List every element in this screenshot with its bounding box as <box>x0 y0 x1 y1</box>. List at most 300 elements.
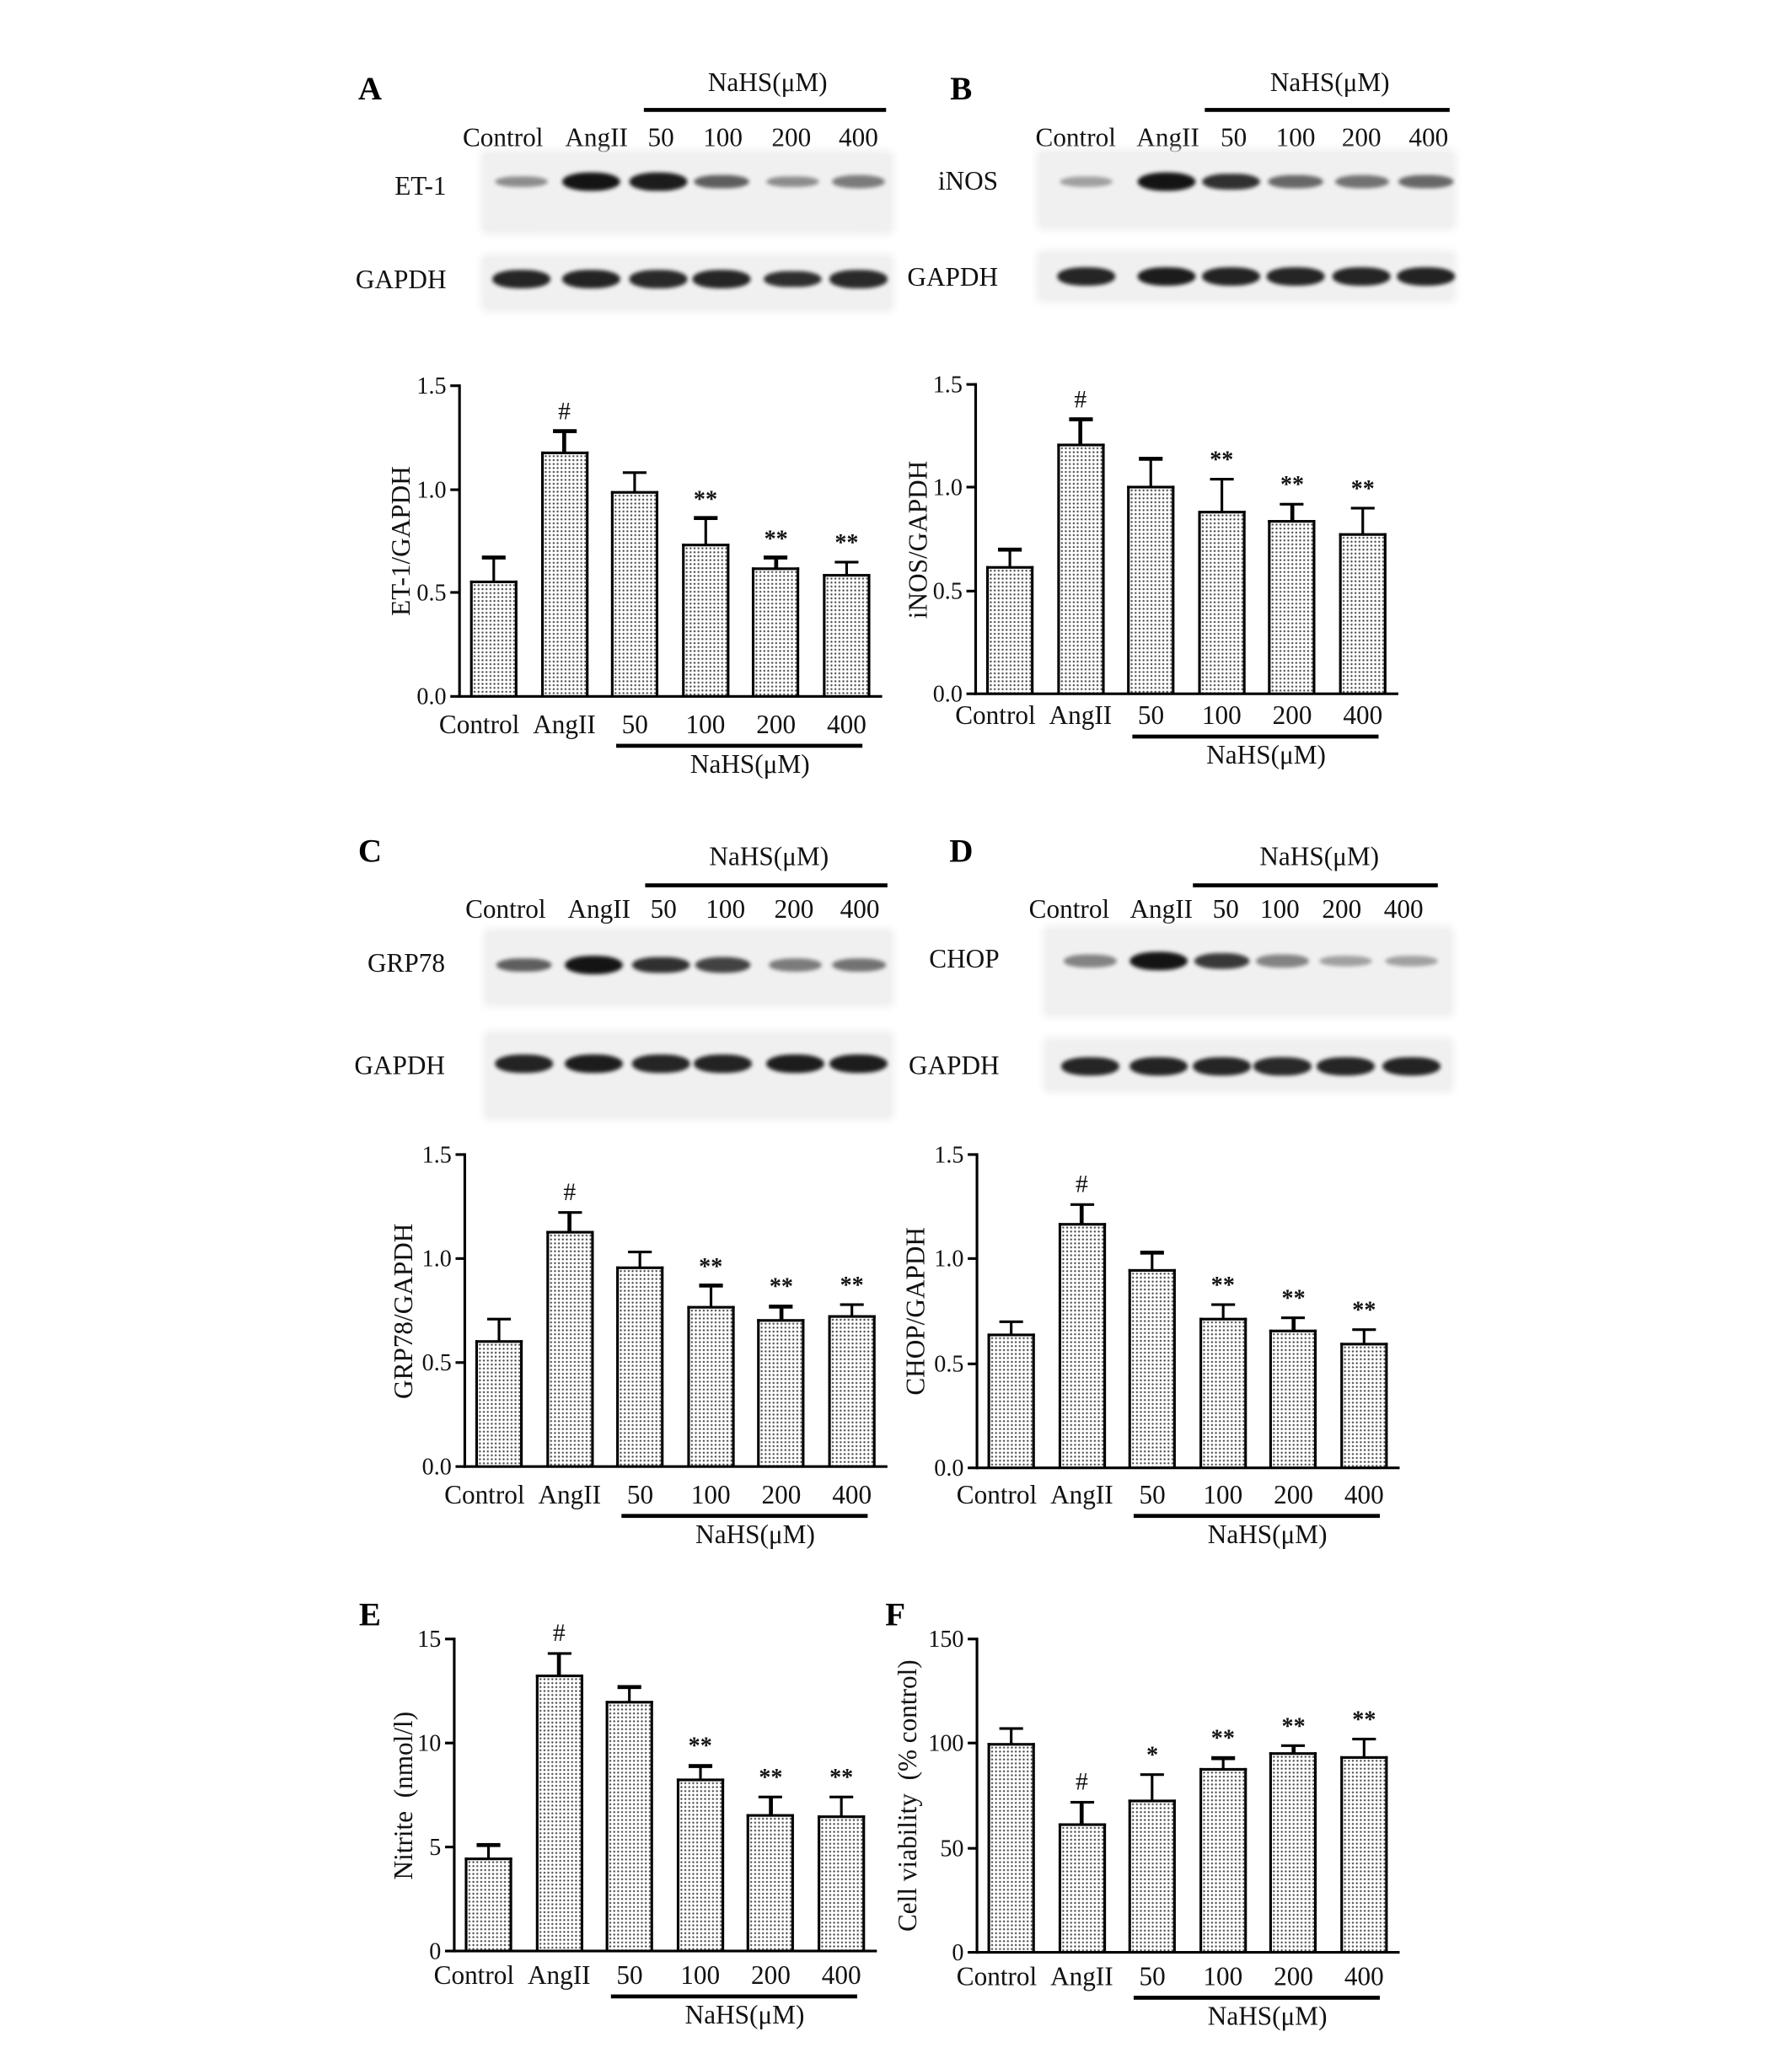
error-bar <box>1290 504 1294 522</box>
blot-band <box>565 956 623 974</box>
x-tick-label: 400 <box>826 710 866 740</box>
error-bar-cap <box>1140 1252 1164 1255</box>
y-tick-label: 50 <box>940 1835 964 1862</box>
blot-band <box>830 271 888 287</box>
x-tick-label: Control <box>438 710 520 740</box>
error-bar-cap <box>765 556 788 560</box>
blot-band <box>1064 955 1117 967</box>
y-tick-label: 0.0 <box>932 680 963 707</box>
blot-band <box>831 958 885 972</box>
bar <box>616 1267 663 1466</box>
panel-label: A <box>357 72 383 108</box>
error-bar-cap <box>1211 1304 1235 1307</box>
y-tick-label: 1.5 <box>932 371 963 398</box>
x-tick-label: Control <box>956 1963 1038 1992</box>
error-bar-cap <box>834 560 858 564</box>
panel-label: F <box>885 1597 906 1633</box>
y-tick-label: 150 <box>928 1626 964 1653</box>
error-bar <box>487 1845 491 1858</box>
error-bar <box>1010 1321 1013 1335</box>
error-bar-cap <box>618 1686 641 1689</box>
error-bar <box>497 1319 501 1341</box>
y-tick <box>968 1153 977 1155</box>
significance-mark: ** <box>829 1764 854 1791</box>
bar <box>535 1675 582 1951</box>
y-tick <box>968 1466 977 1469</box>
blot-group-bracket <box>1193 882 1438 887</box>
x-group-bracket <box>616 744 862 748</box>
error-bar-cap <box>840 1303 864 1306</box>
significance-mark: # <box>1075 1171 1088 1199</box>
blot-group-label: NaHS(μM) <box>707 68 828 98</box>
x-group-bracket <box>1133 735 1379 738</box>
x-tick-label: 100 <box>1203 1481 1243 1510</box>
blot-band <box>1334 175 1388 189</box>
blot-row-label: ET-1 <box>394 172 447 201</box>
y-tick <box>455 1257 464 1260</box>
blot-lane-label: 50 <box>650 895 677 925</box>
error-bar-cap <box>1282 1744 1306 1747</box>
error-bar <box>1292 1317 1296 1331</box>
y-tick-label: 0.0 <box>416 683 447 710</box>
blot-lane-label: AngII <box>567 895 631 925</box>
blot-band <box>1386 956 1438 966</box>
significance-mark: ** <box>693 485 718 512</box>
bar <box>1340 1756 1387 1953</box>
x-axis <box>975 1951 1399 1954</box>
y-tick-label: 0.0 <box>421 1453 452 1480</box>
y-tick <box>968 1638 977 1640</box>
blot-band <box>695 174 749 189</box>
significance-mark: ** <box>769 1273 793 1300</box>
error-bar-cap <box>558 1211 582 1214</box>
y-tick <box>968 1742 977 1745</box>
blot-row-label: GAPDH <box>355 265 447 295</box>
y-axis <box>974 383 978 696</box>
error-bar-cap <box>1210 478 1233 481</box>
bar <box>606 1702 653 1951</box>
error-bar <box>492 558 496 582</box>
bar <box>823 574 870 696</box>
bar <box>1199 1317 1247 1467</box>
blot-band <box>565 1055 622 1073</box>
error-bar <box>780 1306 783 1320</box>
blot-group-bracket <box>645 882 887 887</box>
blot-lane-label: 200 <box>771 123 812 153</box>
error-bar-cap <box>1069 418 1092 421</box>
significance-mark: ** <box>834 528 859 555</box>
error-bar <box>1362 1739 1365 1757</box>
blot-band <box>1320 956 1372 966</box>
error-bar-cap <box>699 1284 722 1288</box>
y-tick <box>445 1846 454 1848</box>
blot-lane-label: Control <box>1028 895 1110 925</box>
blot-group-bracket <box>1205 107 1450 111</box>
y-axis-label: ET-1/GAPDH <box>387 466 416 616</box>
y-tick-label: 0.5 <box>932 577 963 604</box>
blot-band <box>1254 1058 1312 1075</box>
error-bar-cap <box>689 1764 712 1767</box>
blot-lane-label: 200 <box>774 895 814 925</box>
significance-mark: # <box>558 397 571 426</box>
error-bar <box>1081 1802 1084 1824</box>
x-tick-label: AngII <box>1050 1481 1113 1510</box>
x-tick-label: 400 <box>821 1961 861 1991</box>
error-bar-cap <box>482 556 506 560</box>
blot-lane-label: Control <box>462 123 544 153</box>
error-bar-cap <box>1280 502 1304 506</box>
blot-lane-label: 200 <box>1341 123 1382 153</box>
y-tick <box>455 1466 464 1468</box>
blot-band <box>1203 174 1259 190</box>
blot-band <box>1129 951 1188 970</box>
blot-band <box>766 176 819 188</box>
error-bar <box>770 1797 773 1814</box>
bar <box>682 543 729 696</box>
blot-band <box>1333 268 1390 286</box>
bar <box>988 1334 1035 1468</box>
x-tick-label: AngII <box>1049 701 1113 731</box>
blot-band <box>1058 268 1115 286</box>
blot-membrane <box>487 1035 890 1117</box>
blot-lane-label: 400 <box>840 895 880 925</box>
y-tick <box>450 488 459 490</box>
x-group-bracket <box>622 1514 868 1517</box>
error-bar <box>704 518 707 544</box>
x-tick-label: AngII <box>533 710 596 740</box>
significance-mark: ** <box>764 524 788 551</box>
x-group-label: NaHS(μM) <box>695 1520 815 1550</box>
significance-mark: ** <box>1350 474 1375 502</box>
x-tick-label: 200 <box>1272 701 1312 731</box>
error-bar <box>699 1766 702 1779</box>
blot-band <box>695 957 750 973</box>
error-bar-cap <box>770 1305 793 1308</box>
error-bar-cap <box>1352 1738 1376 1741</box>
y-tick <box>450 695 459 698</box>
bar <box>753 568 800 696</box>
x-tick-label: 200 <box>1274 1963 1314 1992</box>
error-bar <box>1362 1330 1365 1343</box>
error-bar-cap <box>1070 1203 1093 1207</box>
blot-band <box>769 958 823 971</box>
bar <box>1057 444 1104 694</box>
blot-lane-label: 50 <box>647 123 674 153</box>
error-bar <box>1081 1204 1084 1225</box>
y-tick <box>445 1638 454 1640</box>
x-tick-label: Control <box>433 1961 515 1991</box>
error-bar <box>1221 1758 1225 1770</box>
x-tick-label: 50 <box>626 1481 654 1510</box>
blot-band <box>632 1055 689 1073</box>
y-axis <box>464 1153 467 1468</box>
bar <box>1198 510 1245 694</box>
significance-mark: # <box>1075 1768 1088 1797</box>
error-bar-cap <box>829 1795 853 1798</box>
x-group-label: NaHS(μM) <box>689 750 810 780</box>
y-tick <box>967 589 976 592</box>
error-bar <box>633 473 636 493</box>
x-tick-label: 200 <box>761 1481 802 1510</box>
error-bar-cap <box>552 430 576 433</box>
blot-band <box>496 958 551 973</box>
bar <box>1340 1343 1387 1468</box>
bar <box>470 581 518 697</box>
y-tick-label: 100 <box>928 1730 964 1757</box>
bar <box>611 491 658 696</box>
y-tick-label: 0.5 <box>416 579 447 607</box>
blot-row-label: GAPDH <box>908 1052 1000 1081</box>
blot-band <box>1138 267 1195 285</box>
blot-lane-label: 100 <box>706 895 746 925</box>
panel-label: E <box>358 1597 381 1633</box>
bar <box>540 452 587 696</box>
blot-lane-label: 100 <box>1259 895 1300 925</box>
x-tick-label: AngII <box>527 1961 591 1991</box>
y-tick <box>968 1951 977 1954</box>
blot-band <box>1398 268 1455 286</box>
error-bar-cap <box>1000 1727 1023 1730</box>
x-tick-label: 400 <box>832 1481 872 1510</box>
error-bar-cap <box>759 1795 782 1798</box>
blot-band <box>1194 953 1250 969</box>
error-bar-cap <box>1139 457 1162 460</box>
x-tick-label: 100 <box>1203 1963 1243 1992</box>
y-tick-label: 0.0 <box>934 1455 964 1482</box>
y-tick <box>968 1257 977 1260</box>
x-tick-label: 100 <box>1201 701 1242 731</box>
x-tick-label: AngII <box>1050 1963 1113 1992</box>
bar <box>829 1315 876 1466</box>
error-bar <box>1010 1729 1013 1745</box>
error-bar <box>1151 1775 1154 1801</box>
x-tick-label: Control <box>956 1481 1038 1510</box>
y-tick-label: 1.0 <box>934 1246 964 1273</box>
significance-mark: ** <box>840 1271 864 1298</box>
bar <box>986 565 1033 694</box>
bar <box>1339 533 1387 694</box>
significance-mark: ** <box>1280 471 1305 498</box>
y-tick <box>445 1949 454 1952</box>
bar <box>1127 485 1174 694</box>
x-tick-label: 50 <box>616 1961 643 1991</box>
error-bar-cap <box>1140 1773 1164 1777</box>
blot-band <box>1060 176 1113 186</box>
error-bar <box>1008 549 1011 567</box>
blot-band <box>765 271 821 287</box>
significance-mark: ** <box>1352 1706 1376 1733</box>
y-axis-label: iNOS/GAPDH <box>904 459 934 619</box>
blot-lane-label: AngII <box>565 123 628 153</box>
significance-mark: ** <box>1210 1725 1235 1752</box>
y-tick-label: 1.5 <box>416 373 447 399</box>
bar <box>687 1306 734 1466</box>
error-bar <box>840 1797 843 1817</box>
x-group-label: NaHS(μM) <box>684 2001 805 2030</box>
blot-band <box>630 271 687 287</box>
bar <box>1058 1224 1105 1468</box>
bar <box>475 1340 523 1467</box>
error-bar-cap <box>1352 1328 1376 1332</box>
error-bar-cap <box>1351 507 1375 510</box>
bar <box>464 1857 512 1951</box>
y-tick <box>967 693 976 695</box>
panel-label: C <box>357 833 383 870</box>
x-tick-label: 50 <box>1139 1963 1166 1992</box>
blot-band <box>632 957 689 973</box>
y-axis-label: Cell viability (% control) <box>893 1659 924 1932</box>
bar <box>1129 1269 1176 1467</box>
y-axis-label: Nitrite (nmol/l) <box>389 1711 419 1879</box>
bar <box>758 1319 805 1466</box>
blot-group-label: NaHS(μM) <box>709 842 829 872</box>
error-bar <box>1079 420 1082 446</box>
significance-mark: ** <box>1210 446 1234 473</box>
blot-group-label: NaHS(μM) <box>1259 842 1380 872</box>
error-bar <box>557 1654 561 1675</box>
error-bar <box>850 1305 854 1316</box>
y-tick-label: 1.5 <box>421 1141 452 1168</box>
blot-membrane <box>1047 930 1450 1014</box>
error-bar-cap <box>628 1251 652 1254</box>
bar <box>1129 1800 1176 1953</box>
y-tick <box>455 1153 464 1155</box>
significance-mark: # <box>552 1620 566 1648</box>
error-bar <box>563 431 566 453</box>
significance-mark: ** <box>1210 1272 1235 1299</box>
x-tick-label: 50 <box>1139 1481 1166 1510</box>
blot-band <box>1317 1058 1375 1075</box>
blot-band <box>562 173 620 191</box>
blot-band <box>495 176 548 188</box>
blot-row-label: CHOP <box>929 945 1000 974</box>
blot-lane-label: 100 <box>1275 123 1316 153</box>
blot-band <box>695 1055 752 1073</box>
error-bar <box>1221 1305 1225 1318</box>
bar <box>677 1778 724 1951</box>
x-tick-label: 400 <box>1344 1963 1384 1992</box>
blot-lane-label: 400 <box>839 123 878 153</box>
y-tick <box>967 383 976 386</box>
blot-band <box>562 271 620 288</box>
error-bar-cap <box>1211 1756 1235 1760</box>
blot-lane-label: Control <box>1035 123 1116 153</box>
error-bar-cap <box>998 548 1022 551</box>
blot-row-label: GAPDH <box>354 1052 445 1081</box>
blot-band <box>693 271 750 288</box>
blot-row-label: iNOS <box>937 167 999 196</box>
blot-band <box>493 271 550 288</box>
blot-lane-label: 200 <box>1322 895 1362 925</box>
x-tick-label: 50 <box>621 710 648 740</box>
error-bar <box>845 562 849 576</box>
x-tick-label: AngII <box>538 1481 602 1510</box>
significance-mark: ** <box>688 1733 712 1760</box>
y-axis <box>975 1638 979 1954</box>
blot-band <box>630 173 687 190</box>
bar <box>1269 1330 1317 1468</box>
y-tick <box>445 1742 454 1745</box>
x-tick-label: 400 <box>1343 701 1383 731</box>
blot-lane-label: 50 <box>1221 123 1247 153</box>
significance-mark: * <box>1146 1741 1159 1769</box>
blot-lane-label: 400 <box>1408 123 1449 153</box>
y-axis <box>453 1638 456 1953</box>
blot-group-bracket <box>644 107 886 111</box>
y-axis-label: GRP78/GAPDH <box>389 1222 419 1399</box>
x-tick-label: Control <box>444 1481 525 1510</box>
y-tick <box>450 384 459 387</box>
blot-membrane <box>1040 153 1452 226</box>
blot-lane-label: 100 <box>703 123 743 153</box>
x-tick-label: 200 <box>756 710 797 740</box>
significance-mark: ** <box>1352 1297 1376 1324</box>
y-tick-label: 1.0 <box>932 474 963 501</box>
blot-band <box>1062 1058 1119 1075</box>
x-group-bracket <box>1134 1514 1380 1517</box>
blot-band <box>1256 955 1309 967</box>
blot-band <box>1398 174 1453 188</box>
y-tick <box>968 1847 977 1849</box>
y-axis <box>458 384 461 698</box>
x-tick-label: Control <box>955 701 1036 731</box>
blot-lane-label: AngII <box>1129 895 1194 925</box>
y-tick-label: 0.5 <box>934 1350 964 1377</box>
y-tick-label: 10 <box>417 1729 442 1756</box>
blot-band <box>1383 1058 1441 1075</box>
bar <box>1269 1752 1317 1953</box>
y-tick-label: 15 <box>417 1626 442 1653</box>
x-group-label: NaHS(μM) <box>1206 741 1326 770</box>
x-group-bracket <box>611 1995 857 1998</box>
x-axis <box>464 1465 888 1468</box>
blot-group-label: NaHS(μM) <box>1269 68 1390 98</box>
blot-row-label: GRP78 <box>367 949 445 978</box>
error-bar <box>1220 480 1223 512</box>
significance-mark: ** <box>759 1764 783 1791</box>
y-tick-label: 1.5 <box>934 1141 964 1168</box>
error-bar <box>639 1252 642 1268</box>
x-axis <box>974 692 1398 695</box>
blot-band <box>1269 174 1323 188</box>
y-tick-label: 0 <box>429 1938 442 1964</box>
y-tick <box>967 486 976 489</box>
y-tick <box>455 1361 464 1364</box>
blot-band <box>1130 1058 1188 1075</box>
y-axis-label: CHOP/GAPDH <box>902 1227 931 1396</box>
x-tick-label: 50 <box>1137 701 1165 731</box>
y-tick <box>968 1362 977 1364</box>
bar <box>1269 521 1316 694</box>
blot-lane-label: 50 <box>1212 895 1239 925</box>
bar <box>1199 1768 1247 1952</box>
error-bar-cap <box>1282 1316 1306 1319</box>
bar <box>747 1814 794 1951</box>
y-tick-label: 5 <box>429 1833 442 1861</box>
bar <box>1058 1823 1105 1953</box>
y-axis <box>975 1153 979 1469</box>
panel-label: B <box>950 72 973 108</box>
error-bar-cap <box>623 471 647 474</box>
x-axis <box>975 1466 1399 1470</box>
significance-mark: # <box>1074 385 1087 414</box>
significance-mark: ** <box>699 1252 723 1279</box>
x-axis <box>453 1949 877 1953</box>
error-bar-cap <box>547 1652 571 1655</box>
x-axis <box>458 694 882 698</box>
error-bar-cap <box>1070 1800 1093 1804</box>
blot-band <box>1267 268 1324 286</box>
